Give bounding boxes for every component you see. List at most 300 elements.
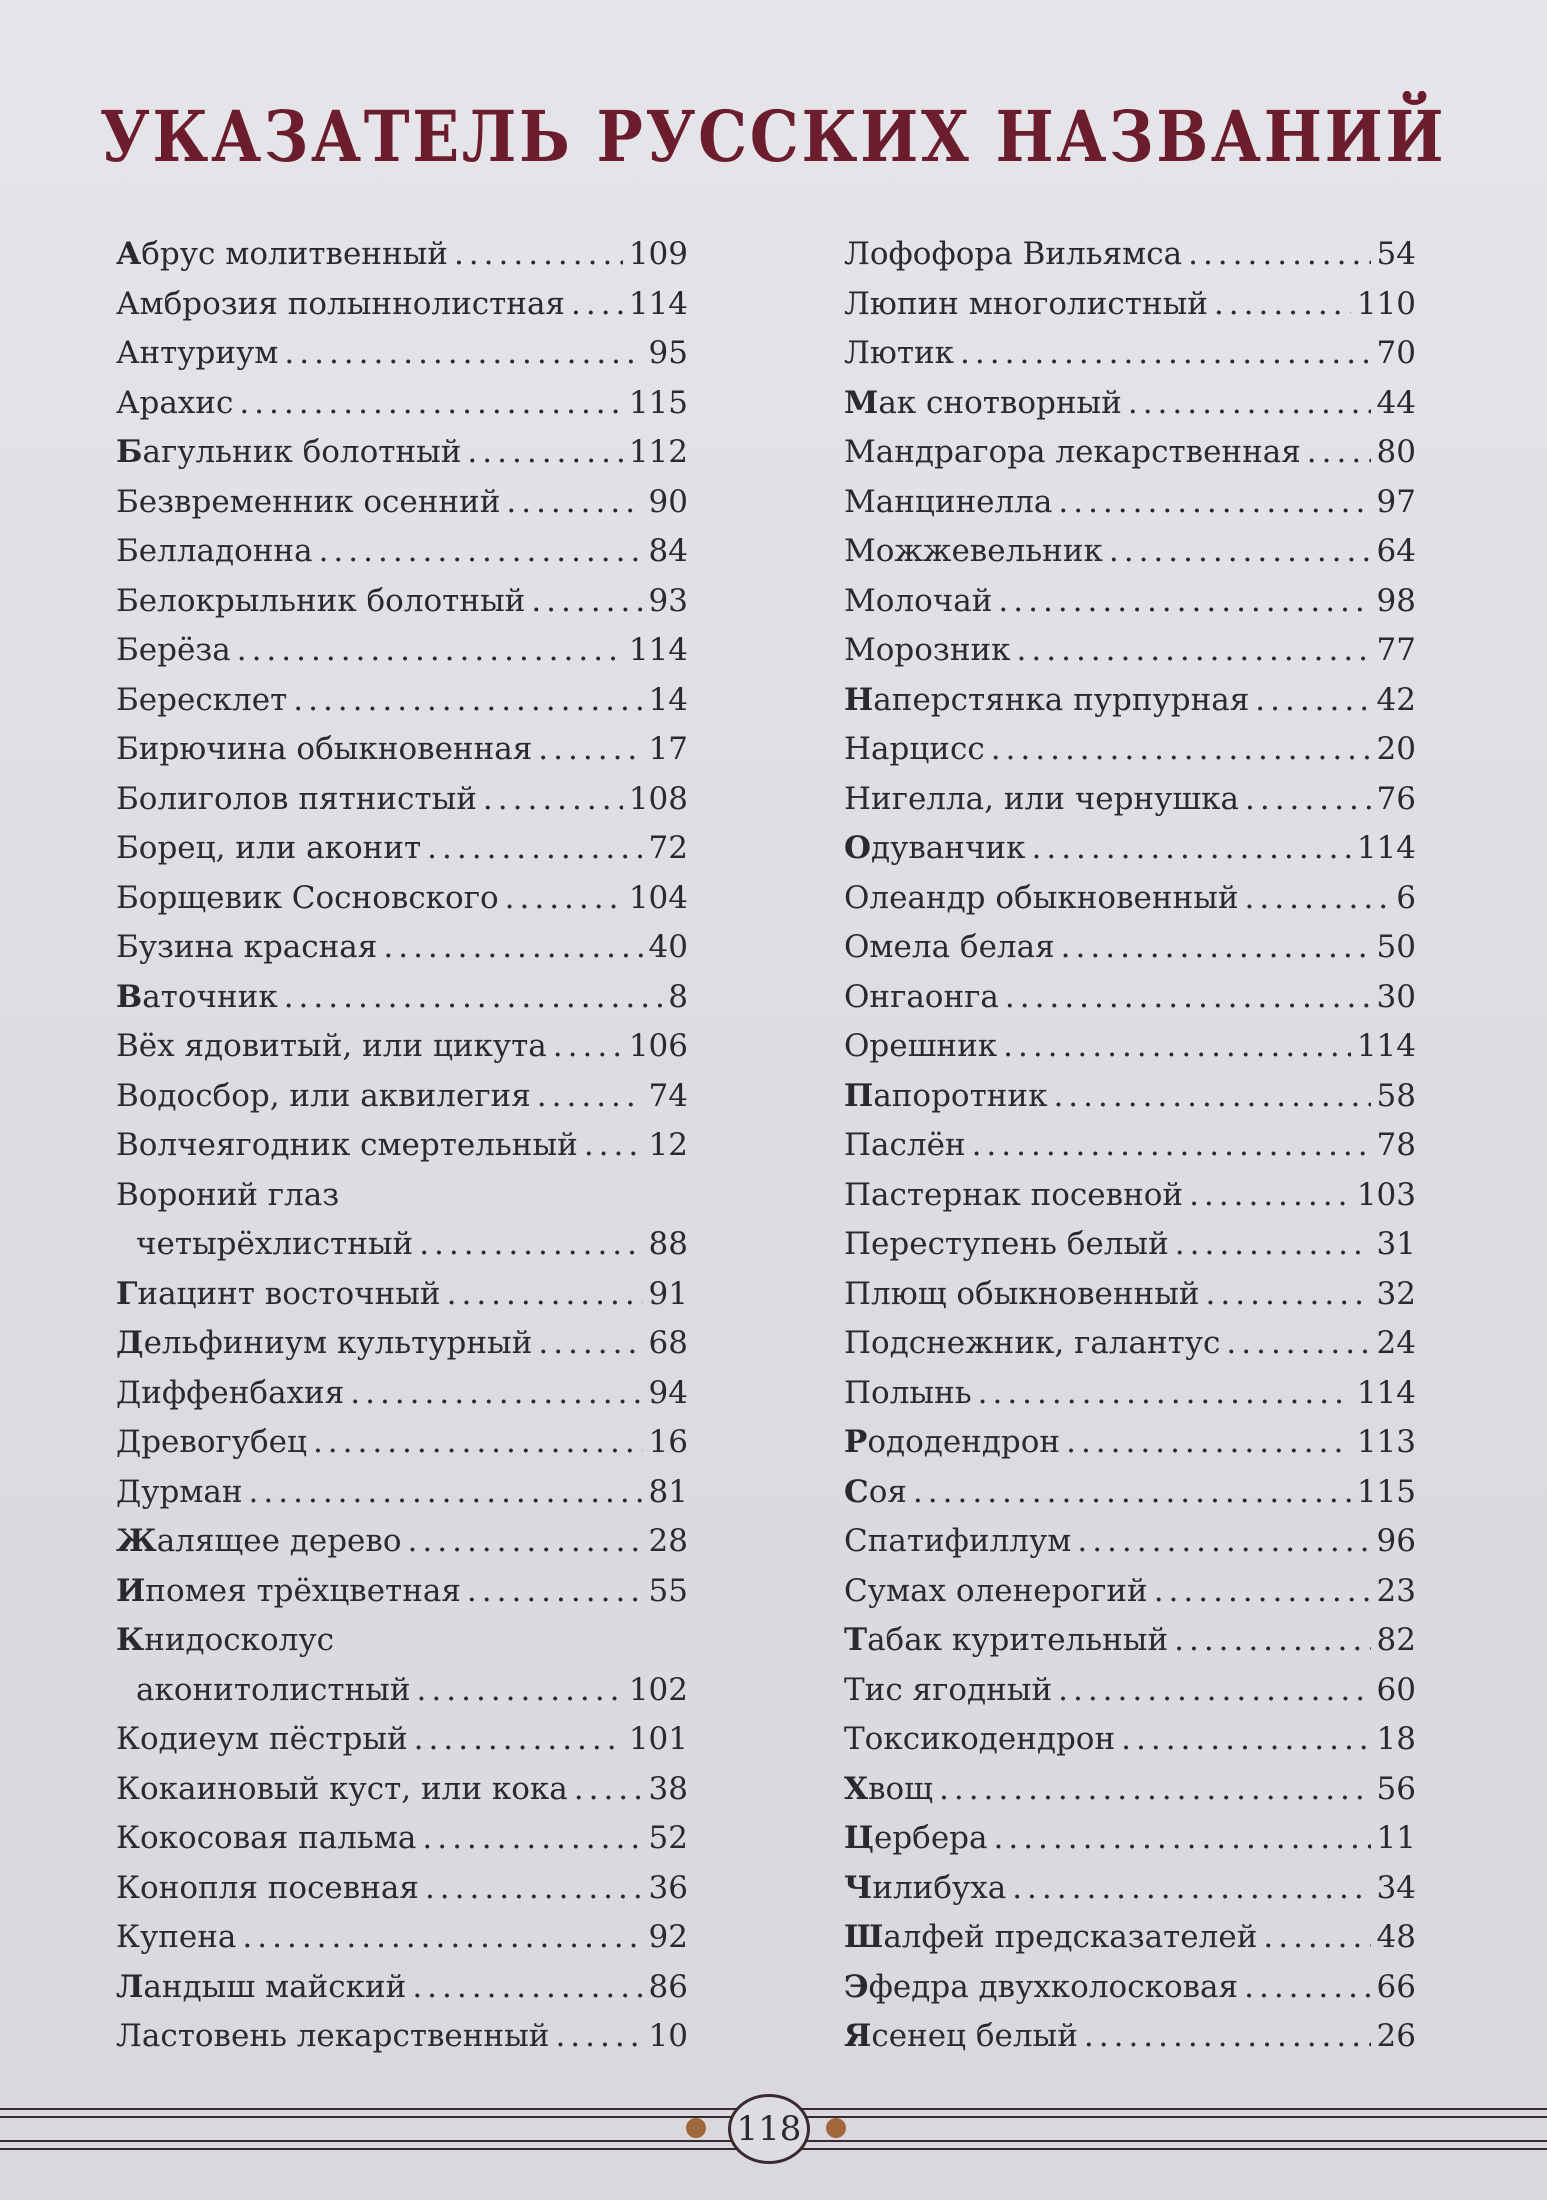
- entry-name: [844, 329, 954, 379]
- entry-initial-letter: Н: [844, 681, 874, 718]
- entry-page-number: 20: [1376, 731, 1416, 767]
- entry-page-number: 14: [648, 681, 688, 718]
- entry-name: [116, 527, 313, 577]
- index-entry: [844, 1616, 1416, 1666]
- index-entry: [844, 973, 1416, 1023]
- dot-leader: [1084, 2012, 1371, 2062]
- entry-name: [844, 527, 1103, 577]
- entry-page-number: 24: [1376, 1325, 1416, 1361]
- index-entry: [116, 1270, 688, 1320]
- entry-name: [116, 1369, 344, 1419]
- dot-leader: [1245, 775, 1371, 825]
- entry-page-number: 78: [1376, 1127, 1416, 1163]
- entry-name-text: Древогубец: [116, 1424, 307, 1460]
- index-entry: [844, 527, 1416, 577]
- entry-name: [116, 1121, 578, 1171]
- entry-name: [116, 1715, 408, 1765]
- entry-page-number: 23: [1376, 1572, 1416, 1609]
- entry-initial-letter: Ч: [844, 1869, 873, 1906]
- index-entry: [116, 874, 688, 924]
- entry-page-number: 32: [1376, 1275, 1416, 1312]
- entry-page-number: 17: [648, 731, 688, 767]
- dot-leader: [506, 478, 642, 528]
- entry-name: [844, 1121, 966, 1171]
- index-entry: [844, 230, 1416, 280]
- index-entry: [116, 1022, 688, 1072]
- entry-name-text: Омела белая: [844, 929, 1055, 965]
- entry-name-text: Лютик: [844, 335, 955, 371]
- entry-name: [844, 1072, 1047, 1122]
- entry-name-text: Бирючина обыкновенная: [116, 731, 533, 767]
- entry-name-text: брус молитвенный: [141, 236, 448, 272]
- entry-name-text: аперстянка пурпурная: [873, 681, 1250, 718]
- index-entry: [116, 2012, 688, 2062]
- index-entry: [844, 1220, 1416, 1270]
- entry-name: [844, 874, 1239, 924]
- entry-name: [116, 626, 231, 676]
- index-entry: [116, 1121, 688, 1171]
- dot-leader: [1017, 626, 1371, 676]
- entry-page-number: 6: [1396, 879, 1416, 916]
- dot-leader: [1255, 676, 1370, 726]
- index-entry: [844, 428, 1416, 478]
- entry-name: [844, 626, 1011, 676]
- entry-name-text: апоротник: [873, 1077, 1048, 1114]
- index-entry: [844, 1814, 1416, 1864]
- entry-name-text: дуванчик: [871, 830, 1026, 866]
- dot-leader: [998, 577, 1370, 627]
- dot-leader: [412, 1963, 642, 2013]
- dot-leader: [537, 1072, 643, 1122]
- dot-leader: [242, 1913, 642, 1963]
- entry-initial-letter: С: [844, 1473, 869, 1510]
- index-entry: [844, 329, 1416, 379]
- index-entry: [844, 775, 1416, 825]
- entry-page-number: 50: [1376, 929, 1416, 965]
- entry-name-text: нидосколус: [144, 1622, 334, 1658]
- entry-page-number: 77: [1376, 632, 1416, 668]
- entry-name: [116, 230, 448, 280]
- dot-leader: [454, 230, 623, 280]
- entry-name: [116, 824, 421, 874]
- entry-page-number: 109: [628, 236, 688, 272]
- entry-name-text: аточник: [142, 978, 278, 1015]
- index-entry: [844, 1369, 1416, 1419]
- entry-name: [116, 379, 233, 429]
- entry-initial-letter: А: [116, 236, 142, 272]
- dot-leader: [574, 1765, 643, 1815]
- entry-name: [844, 1814, 988, 1864]
- dot-leader: [1245, 874, 1391, 924]
- entry-name-text: оя: [868, 1473, 907, 1510]
- index-entry: [116, 1517, 688, 1567]
- entry-name: [116, 2012, 549, 2062]
- entry-page-number: 66: [1376, 1968, 1416, 2005]
- entry-name-text: Вёх ядовитый, или цикута: [116, 1028, 547, 1064]
- entry-page-number: 101: [628, 1721, 688, 1757]
- dot-leader: [1077, 1517, 1370, 1567]
- entry-initial-letter: В: [116, 978, 143, 1015]
- entry-initial-letter: Э: [844, 1968, 869, 2005]
- index-entry: [116, 1171, 688, 1270]
- index-entry: [116, 1864, 688, 1914]
- dot-leader: [1189, 1171, 1351, 1221]
- index-entry: [116, 1319, 688, 1369]
- entry-name: [844, 2012, 1078, 2062]
- index-entry: [116, 1814, 688, 1864]
- dot-leader: [538, 725, 642, 775]
- entry-name: [116, 1567, 461, 1617]
- entry-page-number: 60: [1376, 1671, 1416, 1708]
- entry-name: [844, 379, 1122, 429]
- entry-name: [844, 1715, 1115, 1765]
- index-entry: [844, 1022, 1416, 1072]
- dot-leader: [422, 1814, 642, 1864]
- dot-leader: [571, 280, 623, 330]
- entry-name: [116, 478, 500, 528]
- entry-name-continuation: четырёхлистный: [136, 1226, 414, 1262]
- dot-leader: [972, 1121, 1371, 1171]
- entry-page-number: 108: [628, 780, 688, 817]
- entry-name: [844, 280, 1208, 330]
- entry-name-text: Кокаиновый куст, или кока: [116, 1770, 568, 1807]
- entry-name-text: Волчеягодник смертельный: [116, 1127, 578, 1163]
- index-entry: [844, 1072, 1416, 1122]
- entry-page-number: 16: [648, 1424, 688, 1460]
- dot-leader: [467, 428, 622, 478]
- entry-page-number: 80: [1376, 434, 1416, 470]
- entry-name: [844, 1319, 1220, 1369]
- index-entry: [116, 577, 688, 627]
- entry-name: [116, 1616, 334, 1666]
- dot-leader: [939, 1765, 1371, 1815]
- entry-name: [116, 1517, 402, 1567]
- entry-name: [844, 676, 1249, 726]
- entry-page-number: 68: [648, 1325, 688, 1361]
- dot-leader: [1061, 923, 1371, 973]
- entry-name: [844, 973, 999, 1023]
- dot-leader: [538, 1319, 642, 1369]
- index-entry: [844, 2012, 1416, 2062]
- entry-name-text: иацинт восточный: [137, 1275, 441, 1312]
- index-entry: [844, 577, 1416, 627]
- entry-page-number: 84: [648, 533, 688, 569]
- dot-leader: [383, 923, 642, 973]
- entry-name: [844, 1913, 1257, 1963]
- index-entry: [844, 1715, 1416, 1765]
- entry-initial-letter: Ш: [844, 1919, 884, 1955]
- index-entry: [844, 824, 1416, 874]
- entry-name: [844, 1220, 1169, 1270]
- entry-name-text: Белладонна: [116, 533, 313, 569]
- dot-leader: [249, 1468, 643, 1518]
- index-entry: [844, 1963, 1416, 2013]
- entry-name: [844, 1666, 1052, 1716]
- index-entry: [844, 626, 1416, 676]
- entry-name: [844, 1963, 1238, 2013]
- dot-leader: [1307, 428, 1371, 478]
- entry-initial-letter: Х: [844, 1770, 869, 1807]
- index-entry: [116, 923, 688, 973]
- entry-name: [116, 725, 532, 775]
- entry-page-number: 55: [648, 1572, 688, 1609]
- entry-name: [116, 577, 525, 627]
- entry-page-number: 36: [648, 1869, 688, 1906]
- index-entry: [844, 1319, 1416, 1369]
- dot-leader: [239, 379, 623, 429]
- index-entry: [116, 626, 688, 676]
- dot-leader: [1003, 1022, 1351, 1072]
- entry-page-number: 97: [1376, 483, 1416, 520]
- entry-name-text: алящее дерево: [156, 1523, 402, 1559]
- dot-leader: [994, 1814, 1371, 1864]
- entry-page-number: 104: [628, 879, 688, 916]
- dot-leader: [978, 1369, 1351, 1419]
- entry-page-number: 88: [648, 1226, 688, 1262]
- entry-page-number: 92: [648, 1919, 688, 1955]
- entry-page-number: 96: [1376, 1523, 1416, 1559]
- entry-name-text: Орешник: [844, 1028, 998, 1064]
- index-entry: [844, 1567, 1416, 1617]
- entry-initial-letter: Г: [116, 1275, 138, 1312]
- entry-name-text: Вороний глаз: [116, 1176, 340, 1213]
- entry-page-number: 91: [648, 1275, 688, 1312]
- dot-leader: [417, 1666, 623, 1716]
- entry-initial-letter: Я: [844, 2018, 872, 2054]
- entry-name: [844, 775, 1239, 825]
- entry-page-number: 95: [648, 335, 688, 371]
- entry-initial-letter: О: [844, 830, 872, 866]
- entry-page-number: 114: [628, 285, 688, 322]
- entry-name-text: Бузина красная: [116, 929, 378, 965]
- index-entry: [844, 725, 1416, 775]
- entry-name-text: Паслён: [844, 1127, 966, 1163]
- entry-name-text: Амброзия полыннолистная: [116, 285, 565, 322]
- entry-page-number: 38: [648, 1770, 688, 1807]
- dot-leader: [1058, 1666, 1370, 1716]
- dot-leader: [1121, 1715, 1370, 1765]
- entry-page-number: 114: [1356, 1374, 1416, 1411]
- entry-page-number: 34: [1376, 1869, 1416, 1906]
- index-entry: [844, 280, 1416, 330]
- entry-page-number: 58: [1376, 1077, 1416, 1114]
- dot-leader: [1263, 1913, 1370, 1963]
- entry-name: [844, 824, 1025, 874]
- entry-page-number: 113: [1356, 1424, 1416, 1460]
- entry-page-number: 26: [1376, 2018, 1416, 2054]
- index-entry: [116, 676, 688, 726]
- dot-leader: [555, 2012, 642, 2062]
- dot-leader: [960, 329, 1371, 379]
- entry-page-number: 114: [1356, 830, 1416, 866]
- entry-name-text: Нигелла, или чернушка: [844, 780, 1239, 817]
- entry-page-number: 18: [1376, 1721, 1416, 1757]
- entry-page-number: 8: [668, 978, 688, 1015]
- entry-name-text: ельфиниум культурный: [143, 1325, 533, 1361]
- dot-leader: [1031, 824, 1350, 874]
- index-column-left: [116, 230, 688, 2062]
- entry-name-text: Подснежник, галантус: [844, 1325, 1221, 1361]
- dot-leader: [427, 824, 642, 874]
- entry-name-text: Тис ягодный: [844, 1671, 1053, 1708]
- entry-initial-letter: Д: [116, 1325, 144, 1361]
- entry-name-continuation: аконитолистный: [136, 1671, 411, 1708]
- entry-name-text: Кокосовая пальма: [116, 1820, 417, 1856]
- title-block: [0, 95, 1547, 178]
- entry-name-text: Плющ обыкновенный: [844, 1275, 1200, 1312]
- entry-name: [116, 280, 565, 330]
- entry-name-text: ододендрон: [867, 1424, 1061, 1460]
- index-entry: [844, 676, 1416, 726]
- entry-name: [844, 577, 992, 627]
- entry-page-number: 56: [1376, 1770, 1416, 1807]
- entry-name-text: Морозник: [844, 632, 1011, 668]
- entry-name: [844, 923, 1055, 973]
- entry-name: [844, 478, 1052, 528]
- entry-page-number: 106: [628, 1028, 688, 1064]
- entry-page-number: 70: [1376, 335, 1416, 371]
- entry-page-number: 10: [648, 2018, 688, 2054]
- dot-leader: [419, 1220, 642, 1270]
- entry-page-number: 90: [648, 483, 688, 520]
- index-entry: [844, 1418, 1416, 1468]
- index-entry: [116, 1765, 688, 1815]
- entry-page-number: 86: [648, 1968, 688, 2005]
- entry-initial-letter: Л: [116, 1968, 144, 2005]
- dot-leader: [1058, 478, 1370, 528]
- entry-name: [116, 973, 278, 1023]
- dot-leader: [483, 775, 623, 825]
- dot-leader: [425, 1864, 643, 1914]
- entry-name-text: ербера: [873, 1820, 988, 1856]
- entry-name: [116, 775, 477, 825]
- entry-name-text: Берёза: [116, 632, 231, 668]
- entry-page-number: 114: [628, 632, 688, 668]
- index-entry: [116, 1616, 688, 1715]
- index-entry: [116, 527, 688, 577]
- entry-name-text: вощ: [868, 1770, 933, 1807]
- index-entry: [844, 1913, 1416, 1963]
- entry-name-text: Сумах оленерогий: [844, 1572, 1148, 1609]
- entry-name: [844, 1418, 1060, 1468]
- entry-name-text: илибуха: [872, 1869, 1007, 1906]
- dot-leader: [913, 1468, 1351, 1518]
- page-title: УКАЗАТЕЛЬ РУССКИХ НАЗВАНИЙ: [100, 95, 1447, 178]
- dot-leader: [237, 626, 623, 676]
- entry-initial-letter: М: [844, 384, 879, 421]
- entry-name-text: Диффенбахия: [116, 1374, 345, 1411]
- entry-page-number: 93: [648, 582, 688, 619]
- index-entry: [116, 280, 688, 330]
- entry-name: [844, 1171, 1183, 1221]
- entry-name-text: Водосбор, или аквилегия: [116, 1077, 531, 1114]
- index-entry: [844, 1270, 1416, 1320]
- entry-page-number: 115: [1356, 1473, 1416, 1510]
- entry-name-text: ак снотворный: [878, 384, 1122, 421]
- entry-name: [844, 1468, 907, 1518]
- dot-leader: [1128, 379, 1371, 429]
- dot-leader: [1066, 1418, 1351, 1468]
- entry-name-text: Борец, или аконит: [116, 830, 422, 866]
- entry-name-text: Онгаонга: [844, 978, 999, 1015]
- index-entry: [116, 725, 688, 775]
- entry-page-number: 52: [648, 1820, 688, 1856]
- dot-leader: [1214, 280, 1351, 330]
- entry-name-text: Мандрагора лекарственная: [844, 434, 1301, 470]
- entry-name-text: абак курительный: [867, 1622, 1169, 1658]
- entry-page-number: 81: [648, 1473, 688, 1510]
- index-entry: [844, 478, 1416, 528]
- dot-leader: [447, 1270, 643, 1320]
- index-column-right: [844, 230, 1416, 2062]
- entry-name: [116, 874, 499, 924]
- index-entry: [116, 478, 688, 528]
- index-entry: [844, 379, 1416, 429]
- entry-page-number: 72: [648, 830, 688, 866]
- entry-initial-letter: Р: [844, 1424, 868, 1460]
- entry-page-number: 54: [1376, 236, 1416, 272]
- dot-leader: [553, 1022, 623, 1072]
- dot-leader: [350, 1369, 642, 1419]
- entry-name: [844, 1864, 1006, 1914]
- entry-name-text: Переступень белый: [844, 1226, 1169, 1262]
- entry-name: [116, 1765, 568, 1815]
- entry-name-text: Молочай: [844, 582, 993, 619]
- entry-name: [844, 725, 985, 775]
- entry-name-text: Арахис: [116, 384, 234, 421]
- dot-leader: [1175, 1220, 1371, 1270]
- entry-name-text: Белокрыльник болотный: [116, 582, 526, 619]
- index-entry: [116, 428, 688, 478]
- entry-page-number: 40: [648, 929, 688, 965]
- entry-name: [844, 230, 1182, 280]
- entry-name-text: алфей предсказателей: [883, 1919, 1258, 1955]
- dot-leader: [1053, 1072, 1370, 1122]
- entry-page-number: 94: [648, 1374, 688, 1411]
- entry-name-text: Антуриум: [116, 335, 279, 371]
- entry-page-number: 42: [1376, 681, 1416, 718]
- entry-page-number: 31: [1376, 1226, 1416, 1262]
- index-entry: [116, 1567, 688, 1617]
- entry-initial-letter: Ц: [844, 1820, 874, 1856]
- entry-page-number: 114: [1356, 1028, 1416, 1064]
- entry-name-text: Дурман: [116, 1473, 243, 1510]
- entry-name-text: Лофофора Вильямса: [844, 236, 1183, 272]
- entry-page-number: 30: [1376, 978, 1416, 1015]
- dot-leader: [284, 329, 642, 379]
- dot-leader: [414, 1715, 623, 1765]
- entry-name-text: Спатифиллум: [844, 1523, 1072, 1559]
- entry-name-text: Люпин многолистный: [844, 285, 1208, 322]
- entry-name: [844, 1270, 1200, 1320]
- entry-name: [116, 1418, 307, 1468]
- entry-name: [116, 1468, 243, 1518]
- entry-name-text: Борщевик Сосновского: [116, 879, 499, 916]
- entry-name-text: андыш майский: [143, 1968, 407, 2005]
- entry-initial-letter: Ж: [116, 1523, 157, 1559]
- dot-leader: [1226, 1319, 1370, 1369]
- entry-name-text: Бересклет: [116, 681, 288, 718]
- entry-page-number: 64: [1376, 533, 1416, 569]
- dot-leader: [1188, 230, 1370, 280]
- dot-leader: [1206, 1270, 1371, 1320]
- index-entry: [844, 1864, 1416, 1914]
- entry-initial-letter: Т: [844, 1622, 868, 1658]
- entry-name-text: помея трёхцветная: [145, 1572, 461, 1609]
- dot-leader: [584, 1121, 643, 1171]
- index-entry: [116, 379, 688, 429]
- entry-name-text: Безвременник осенний: [116, 483, 501, 520]
